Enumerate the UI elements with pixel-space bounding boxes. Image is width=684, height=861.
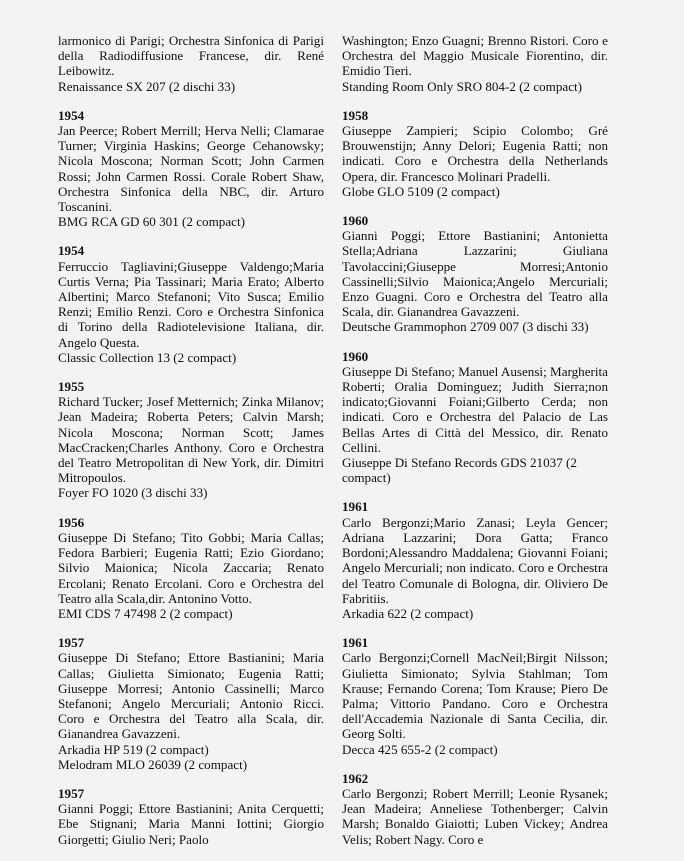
entry-year: 1958 [342,107,369,123]
entry-year: 1954 [58,107,85,123]
entry-release: Classic Collection 13 (2 compact) [58,349,237,365]
entry-release: EMI CDS 7 47498 2 (2 compact) [58,605,233,621]
entry-year: 1960 [342,348,369,364]
entry-paragraph [58,786,324,847]
entry-performers: Gianni Poggi; Ettore Bastianini; Antonietta Stella;Adriana Lazzarini; Giuliana Tavolaccini;Giuseppe Morresi;Antonio Cassinelli;Silvio Maionica;Angelo Mercuriali; Enzo Guagni. Coro e Orchestra del Teatro alla Scala, dir. Gianandrea Gavazzeni. [342,228,608,320]
entry-release: Melodram MLO 26039 (2 compact) [58,756,248,772]
entry-release: Arkadia 622 (2 compact) [342,605,474,621]
entry-release: Arkadia HP 519 (2 compact) [58,741,209,757]
entry-release: Foyer FO 1020 (3 dischi 33) [58,485,208,501]
entry-performers: Gianni Poggi; Ettore Bastianini; Anita Cerquetti; Ebe Stignani; Maria Manni Iottini; Giorgio Giorgetti; Giulio Neri; Paolo [58,801,324,847]
left-column [58,33,324,861]
discography-entry [342,33,608,94]
entry-performers: Carlo Bergonzi; Robert Merrill; Leonie Rysanek; Jean Madeira; Anneliese Tothenberger; Calvin Marsh; Bonaldo Giaiotti; Luben Vickey; Andrea Velis; Robert Nagy. Coro e [342,785,608,847]
entry-year: 1962 [342,770,369,786]
entry-year: 1957 [58,635,85,651]
discography-entry [342,771,608,847]
entry-year: 1960 [342,213,369,229]
entry-year: 1961 [342,499,369,515]
entry-paragraph [342,635,608,757]
discography-entry [58,243,324,365]
entry-performers: Washington; Enzo Guagni; Brenno Ristori. Coro e Orchestra del Maggio Musicale Fiorentino, dir. Emidio Tieri. [342,33,608,79]
entry-paragraph [58,635,324,772]
entry-performers: Jan Peerce; Robert Merrill; Herva Nelli; Clamarae Turner; Virginia Haskins; George Cehanowsky; Nicola Moscona; Norman Scott; John Carmen Rossi; John Carmen Rossi. Corale Robert Shaw, Orchestra Sinfonica della NBC, dir. Arturo Toscanini. [58,123,324,215]
entry-year: 1954 [58,243,85,259]
entry-year: 1955 [58,379,85,395]
entry-paragraph [342,213,608,335]
entry-release: Globe GLO 5109 (2 compact) [342,183,500,199]
discography-entry [58,108,324,230]
entry-paragraph [58,108,324,230]
entry-year: 1957 [58,785,85,801]
discography-entry [58,379,324,501]
entry-release: Decca 425 655-2 (2 compact) [342,741,498,757]
discography-entry [58,33,324,94]
entry-performers: Carlo Bergonzi;Cornell MacNeil;Birgit Nilsson; Giulietta Simionato; Sylvia Stahlman; Tom Krause; Fernando Corena; Tom Krause; Piero De Palma; Vittorio Pandano. Coro e Orchestra dell'Accademia Nazionale di Santa Cecilia, dir. Georg Solti. [342,650,608,742]
right-column [342,33,608,861]
entry-performers: Giuseppe Di Stefano; Ettore Bastianini; Maria Callas; Giulietta Simionato; Eugenia Ratti; Giuseppe Morresi; Antonio Cassinelli; Marco Stefanoni; Angelo Mercuriali; Antonio Ricci. Coro e Orchestra del Teatro alla Scala, dir. Gianandrea Gavazzeni. [58,650,324,742]
entry-release: Renaissance SX 207 (2 dischi 33) [58,78,236,94]
entry-performers: Richard Tucker; Josef Metternich; Zinka Milanov; Jean Madeira; Roberta Peters; Calvin Marsh; Nicola Moscona; Norman Scott; James MacCracken;Charles Anthony. Coro e Orchestra del Teatro Metropolitan di New York, dir. Dimitri Mitropoulos. [58,394,324,486]
entry-year: 1956 [58,514,85,530]
discography-entry [342,213,608,335]
entry-performers: Giuseppe Di Stefano; Manuel Ausensi; Margherita Roberti; Oralia Dominguez; Judith Sierra;non indicato;Giovanni Foiani;Gilberto Cerda; non indicati. Coro e Orchestra del Palacio de Las Bellas Artes di Città del Messico, dir. Renato Cellini. [342,363,608,455]
entry-release: Deutsche Grammophon 2709 007 (3 dischi 33) [342,319,589,335]
entry-paragraph [342,108,608,199]
entry-performers: Ferruccio Tagliavini;Giuseppe Valdengo;Maria Curtis Verna; Pia Tassinari; Maria Erato; Alberto Albertini; Marco Stefanoni; Vito Susca; Emilio Renzi; Emilio Renzi. Coro e Orchestra Sinfonica di Torino della Radiotelevisione Italiana, dir. Angelo Questa. [58,258,324,350]
entry-year: 1961 [342,635,369,651]
entry-performers: larmonico di Parigi; Orchestra Sinfonica di Parigi della Radiodiffusione Francese, dir. René Leibowitz. [58,33,324,79]
entry-paragraph [342,771,608,847]
discography-entry [342,108,608,199]
entry-paragraph [342,349,608,486]
entry-release: Standing Room Only SRO 804-2 (2 compact) [342,78,583,94]
discography-entry [58,786,324,847]
entry-paragraph [58,243,324,365]
entry-performers: Giuseppe Di Stefano; Tito Gobbi; Maria Callas; Fedora Barbieri; Eugenia Ratti; Ezio Giordano; Silvio Maionica; Nicola Zaccaria; Renato Ercolani; Renato Ercolani. Coro e Orchestra del Teatro alla Scala,dir. Antonino Votto. [58,529,324,606]
entry-performers: Carlo Bergonzi;Mario Zanasi; Leyla Gencer; Adriana Lazzarini; Dora Gatta; Franco Bordoni;Alessandro Maddalena; Giovanni Foiani; Angelo Mercuriali; non indicato. Coro e Orchestra del Teatro Comunale di Bologna, dir. Oliviero De Fabritiis. [342,514,608,606]
entry-release: Giuseppe Di Stefano Records GDS 21037 (2 compact) [342,455,577,486]
discography-entry [342,635,608,757]
entry-performers: Giuseppe Zampieri; Scipio Colombo; Gré Brouwenstijn; Anny Delori; Eugenia Ratti; non indicati. Coro e Orchestra della Netherlands Opera, dir. Francesco Molinari Pradelli. [342,123,608,184]
entry-paragraph [58,33,324,94]
entry-release: BMG RCA GD 60 301 (2 compact) [58,214,245,230]
entry-paragraph [342,33,608,94]
discography-entry [58,515,324,621]
discography-entry [342,499,608,621]
discography-entry [342,349,608,486]
entry-paragraph [58,379,324,501]
entry-paragraph [58,515,324,621]
discography-entry [58,635,324,772]
entry-paragraph [342,499,608,621]
